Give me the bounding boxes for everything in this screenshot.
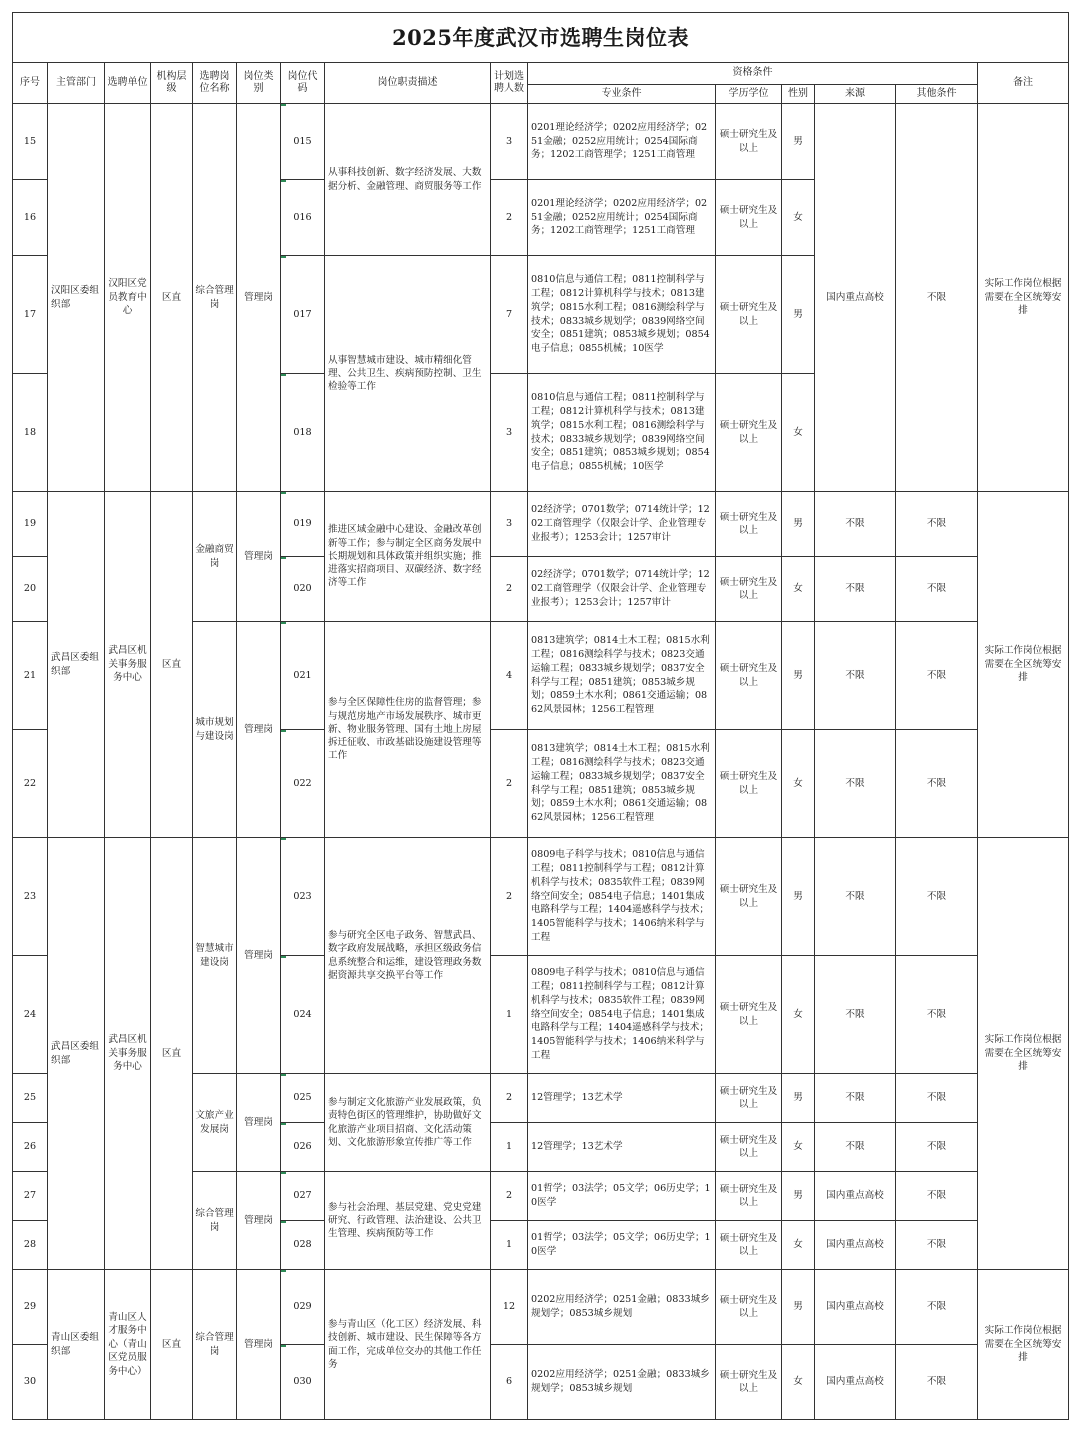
row-seq: 19 [13,492,48,557]
header-major: 专业条件 [528,85,716,104]
source-cell: 不限 [815,1123,896,1172]
gender-cell: 女 [782,1123,815,1172]
gender-cell: 女 [782,1221,815,1270]
source-cell: 不限 [815,956,896,1074]
degree-cell: 硕士研究生及以上 [716,1074,782,1123]
major-cell: 0809电子科学与技术；0810信息与通信工程；0811控制科学与工程；0812计算机科学与技术；0835软件工程；0839网络空间安全；0854电子信息；1401集成电路科学与工程；1404遥感科学与技术；1405智能科学与技术；1406纳米科学与工程 [528,956,716,1074]
count-cell: 2 [491,180,528,256]
unit-cell: 汉阳区党员教育中心 [105,104,151,492]
major-cell: 0202应用经济学；0251金融；0833城乡规划学；0853城乡规划 [528,1345,716,1420]
degree-cell: 硕士研究生及以上 [716,622,782,730]
header-post-code: 岗位代码 [281,63,325,104]
gender-cell: 女 [782,1345,815,1420]
header-duty: 岗位职责描述 [325,63,491,104]
count-cell: 1 [491,1123,528,1172]
post-name-cell: 城市规划与建设岗 [193,622,237,838]
post-type-cell: 管理岗 [237,492,281,622]
post-type-cell: 管理岗 [237,104,281,492]
row-seq: 28 [13,1221,48,1270]
dept-cell: 武昌区委组织部 [48,492,105,838]
degree-cell: 硕士研究生及以上 [716,1345,782,1420]
header-unit: 选聘单位 [105,63,151,104]
degree-cell: 硕士研究生及以上 [716,180,782,256]
post-type-cell: 管理岗 [237,1172,281,1270]
other-cell: 不限 [896,557,978,622]
header-dept: 主管部门 [48,63,105,104]
post-code: 019 [281,492,325,557]
dept-cell: 汉阳区委组织部 [48,104,105,492]
gender-cell: 女 [782,557,815,622]
gender-cell: 男 [782,492,815,557]
row-seq: 24 [13,956,48,1074]
header-level: 机构层级 [151,63,193,104]
row-seq: 15 [13,104,48,180]
gender-cell: 男 [782,1270,815,1345]
post-code: 016 [281,180,325,256]
major-cell: 0813建筑学；0814土木工程；0815水利工程；0816测绘科学与技术；0823交通运输工程；0833城乡规划学；0837安全科学与工程；0851建筑；0853城乡规划；0859土木水利；0861交通运输；0862风景园林；1256工程管理 [528,730,716,838]
gender-cell: 女 [782,956,815,1074]
row-seq: 26 [13,1123,48,1172]
header-post-name: 选聘岗位名称 [193,63,237,104]
header-source: 来源 [815,85,896,104]
source-cell: 不限 [815,1074,896,1123]
gender-cell: 男 [782,622,815,730]
row-seq: 25 [13,1074,48,1123]
major-cell: 01哲学；03法学；05文学；06历史学；10医学 [528,1172,716,1221]
degree-cell: 硕士研究生及以上 [716,256,782,374]
post-code: 018 [281,374,325,492]
header-degree: 学历学位 [716,85,782,104]
source-cell: 不限 [815,730,896,838]
gender-cell: 女 [782,730,815,838]
post-code: 024 [281,956,325,1074]
remark-cell: 实际工作岗位根据需要在全区统筹安排 [978,492,1069,838]
post-code: 030 [281,1345,325,1420]
gender-cell: 男 [782,104,815,180]
degree-cell: 硕士研究生及以上 [716,1221,782,1270]
post-code: 029 [281,1270,325,1345]
level-cell: 区直 [151,838,193,1270]
duty-cell: 参与社会治理、基层党建、党史党建研究、行政管理、法治建设、公共卫生管理、疾病预防等工作 [325,1172,491,1270]
other-cell: 不限 [896,730,978,838]
other-cell: 不限 [896,104,978,492]
row-seq: 20 [13,557,48,622]
count-cell: 1 [491,956,528,1074]
other-cell: 不限 [896,1345,978,1420]
row-seq: 21 [13,622,48,730]
post-name-cell: 金融商贸岗 [193,492,237,622]
count-cell: 4 [491,622,528,730]
degree-cell: 硕士研究生及以上 [716,1270,782,1345]
post-name-cell: 综合管理岗 [193,1172,237,1270]
row-seq: 22 [13,730,48,838]
degree-cell: 硕士研究生及以上 [716,730,782,838]
degree-cell: 硕士研究生及以上 [716,492,782,557]
count-cell: 12 [491,1270,528,1345]
degree-cell: 硕士研究生及以上 [716,557,782,622]
other-cell: 不限 [896,838,978,956]
remark-cell: 实际工作岗位根据需要在全区统筹安排 [978,838,1069,1270]
gender-cell: 男 [782,256,815,374]
row-seq: 18 [13,374,48,492]
count-cell: 7 [491,256,528,374]
degree-cell: 硕士研究生及以上 [716,838,782,956]
other-cell: 不限 [896,1172,978,1221]
major-cell: 02经济学；0701数学；0714统计学；1202工商管理学（仅限会计学、企业管理专业报考）；1253会计；1257审计 [528,557,716,622]
level-cell: 区直 [151,1270,193,1420]
count-cell: 3 [491,492,528,557]
count-cell: 2 [491,557,528,622]
major-cell: 0813建筑学；0814土木工程；0815水利工程；0816测绘科学与技术；0823交通运输工程；0833城乡规划学；0837安全科学与工程；0851建筑；0853城乡规划；0859土木水利；0861交通运输；0862风景园林；1256工程管理 [528,622,716,730]
remark-cell: 实际工作岗位根据需要在全区统筹安排 [978,1270,1069,1420]
source-cell: 国内重点高校 [815,1270,896,1345]
count-cell: 3 [491,374,528,492]
level-cell: 区直 [151,104,193,492]
duty-cell: 从事智慧城市建设、城市精细化管理、公共卫生、疾病预防控制、卫生检验等工作 [325,256,491,492]
count-cell: 2 [491,1074,528,1123]
post-code: 026 [281,1123,325,1172]
major-cell: 0201理论经济学；0202应用经济学；0251金融；0252应用统计；0254国际商务；1202工商管理学；1251工商管理 [528,104,716,180]
source-cell: 国内重点高校 [815,1221,896,1270]
dept-cell: 青山区委组织部 [48,1270,105,1420]
post-type-cell: 管理岗 [237,838,281,1074]
level-cell: 区直 [151,492,193,838]
unit-cell: 青山区人才服务中心（青山区党员服务中心） [105,1270,151,1420]
major-cell: 0810信息与通信工程；0811控制科学与工程；0812计算机科学与技术；0813建筑学；0815水利工程；0816测绘科学与技术；0833城乡规划学；0839网络空间安全；0851建筑；0853城乡规划；0854电子信息；0855机械；10医学 [528,256,716,374]
header-remark: 备注 [978,63,1069,104]
source-cell: 国内重点高校 [815,1172,896,1221]
gender-cell: 男 [782,838,815,956]
duty-cell: 参与制定文化旅游产业发展政策，负责特色街区的管理维护，协助做好文化旅游产业项目招商、文化活动策划、文化旅游形象宣传推广等工作 [325,1074,491,1172]
major-cell: 0810信息与通信工程；0811控制科学与工程；0812计算机科学与技术；0813建筑学；0815水利工程；0816测绘科学与技术；0833城乡规划学；0839网络空间安全；0851建筑；0853城乡规划；0854电子信息；0855机械；10医学 [528,374,716,492]
source-cell: 不限 [815,492,896,557]
post-code: 025 [281,1074,325,1123]
post-type-cell: 管理岗 [237,1270,281,1420]
remark-cell: 实际工作岗位根据需要在全区统筹安排 [978,104,1069,492]
gender-cell: 女 [782,374,815,492]
row-seq: 27 [13,1172,48,1221]
table-row [13,104,1069,180]
header-gender: 性别 [782,85,815,104]
table-row [13,838,1069,956]
duty-cell: 从事科技创新、数字经济发展、大数据分析、金融管理、商贸服务等工作 [325,104,491,256]
other-cell: 不限 [896,492,978,557]
table-title: 2025年度武汉市选聘生岗位表 [13,13,1069,63]
degree-cell: 硕士研究生及以上 [716,956,782,1074]
major-cell: 12管理学；13艺术学 [528,1074,716,1123]
count-cell: 3 [491,104,528,180]
major-cell: 12管理学；13艺术学 [528,1123,716,1172]
post-code: 020 [281,557,325,622]
post-code: 022 [281,730,325,838]
post-name-cell: 综合管理岗 [193,1270,237,1420]
header-qualification: 资格条件 [528,63,978,85]
table-row [13,1270,1069,1345]
row-seq: 17 [13,256,48,374]
degree-cell: 硕士研究生及以上 [716,1123,782,1172]
row-seq: 30 [13,1345,48,1420]
other-cell: 不限 [896,1221,978,1270]
post-code: 021 [281,622,325,730]
major-cell: 01哲学；03法学；05文学；06历史学；10医学 [528,1221,716,1270]
header-seq: 序号 [13,63,48,104]
count-cell: 2 [491,838,528,956]
recruitment-sheet [12,12,1069,1420]
unit-cell: 武昌区机关事务服务中心 [105,838,151,1270]
degree-cell: 硕士研究生及以上 [716,104,782,180]
row-seq: 23 [13,838,48,956]
post-name-cell: 文旅产业发展岗 [193,1074,237,1172]
other-cell: 不限 [896,956,978,1074]
major-cell: 0202应用经济学；0251金融；0833城乡规划学；0853城乡规划 [528,1270,716,1345]
gender-cell: 男 [782,1074,815,1123]
post-code: 023 [281,838,325,956]
other-cell: 不限 [896,622,978,730]
other-cell: 不限 [896,1270,978,1345]
post-table [12,12,1069,1420]
other-cell: 不限 [896,1123,978,1172]
row-seq: 16 [13,180,48,256]
source-cell: 国内重点高校 [815,1345,896,1420]
source-cell: 不限 [815,622,896,730]
post-code: 028 [281,1221,325,1270]
post-name-cell: 智慧城市建设岗 [193,838,237,1074]
degree-cell: 硕士研究生及以上 [716,1172,782,1221]
post-code: 017 [281,256,325,374]
header-count: 计划选聘人数 [491,63,528,104]
count-cell: 6 [491,1345,528,1420]
count-cell: 2 [491,1172,528,1221]
duty-cell: 参与研究全区电子政务、智慧武昌、数字政府发展战略，承担区级政务信息系统整合和运维，建设管理政务数据资源共享交换平台等工作 [325,838,491,1074]
major-cell: 0809电子科学与技术；0810信息与通信工程；0811控制科学与工程；0812计算机科学与技术；0835软件工程；0839网络空间安全；0854电子信息；1401集成电路科学与工程；1404遥感科学与技术；1405智能科学与技术；1406纳米科学与工程 [528,838,716,956]
post-name-cell: 综合管理岗 [193,104,237,492]
table-row [13,492,1069,557]
gender-cell: 女 [782,180,815,256]
post-type-cell: 管理岗 [237,1074,281,1172]
post-code: 027 [281,1172,325,1221]
header-other: 其他条件 [896,85,978,104]
other-cell: 不限 [896,1074,978,1123]
post-code: 015 [281,104,325,180]
duty-cell: 参与青山区（化工区）经济发展、科技创新、城市建设、民生保障等各方面工作，完成单位交办的其他工作任务 [325,1270,491,1420]
dept-cell: 武昌区委组织部 [48,838,105,1270]
major-cell: 0201理论经济学；0202应用经济学；0251金融；0252应用统计；0254国际商务；1202工商管理学；1251工商管理 [528,180,716,256]
duty-cell: 推进区域金融中心建设、金融改革创新等工作；参与制定全区商务发展中长期规划和具体政策并组织实施；推进落实招商项目、双碳经济、数字经济等工作 [325,492,491,622]
unit-cell: 武昌区机关事务服务中心 [105,492,151,838]
count-cell: 1 [491,1221,528,1270]
source-cell: 国内重点高校 [815,104,896,492]
degree-cell: 硕士研究生及以上 [716,374,782,492]
duty-cell: 参与全区保障性住房的监督管理；参与规范房地产市场发展秩序、城市更新、物业服务管理、国有土地上房屋拆迁征收、市政基础设施建设管理等工作 [325,622,491,838]
major-cell: 02经济学；0701数学；0714统计学；1202工商管理学（仅限会计学、企业管理专业报考）；1253会计；1257审计 [528,492,716,557]
post-type-cell: 管理岗 [237,622,281,838]
source-cell: 不限 [815,838,896,956]
source-cell: 不限 [815,557,896,622]
count-cell: 2 [491,730,528,838]
row-seq: 29 [13,1270,48,1345]
header-post-type: 岗位类别 [237,63,281,104]
gender-cell: 男 [782,1172,815,1221]
